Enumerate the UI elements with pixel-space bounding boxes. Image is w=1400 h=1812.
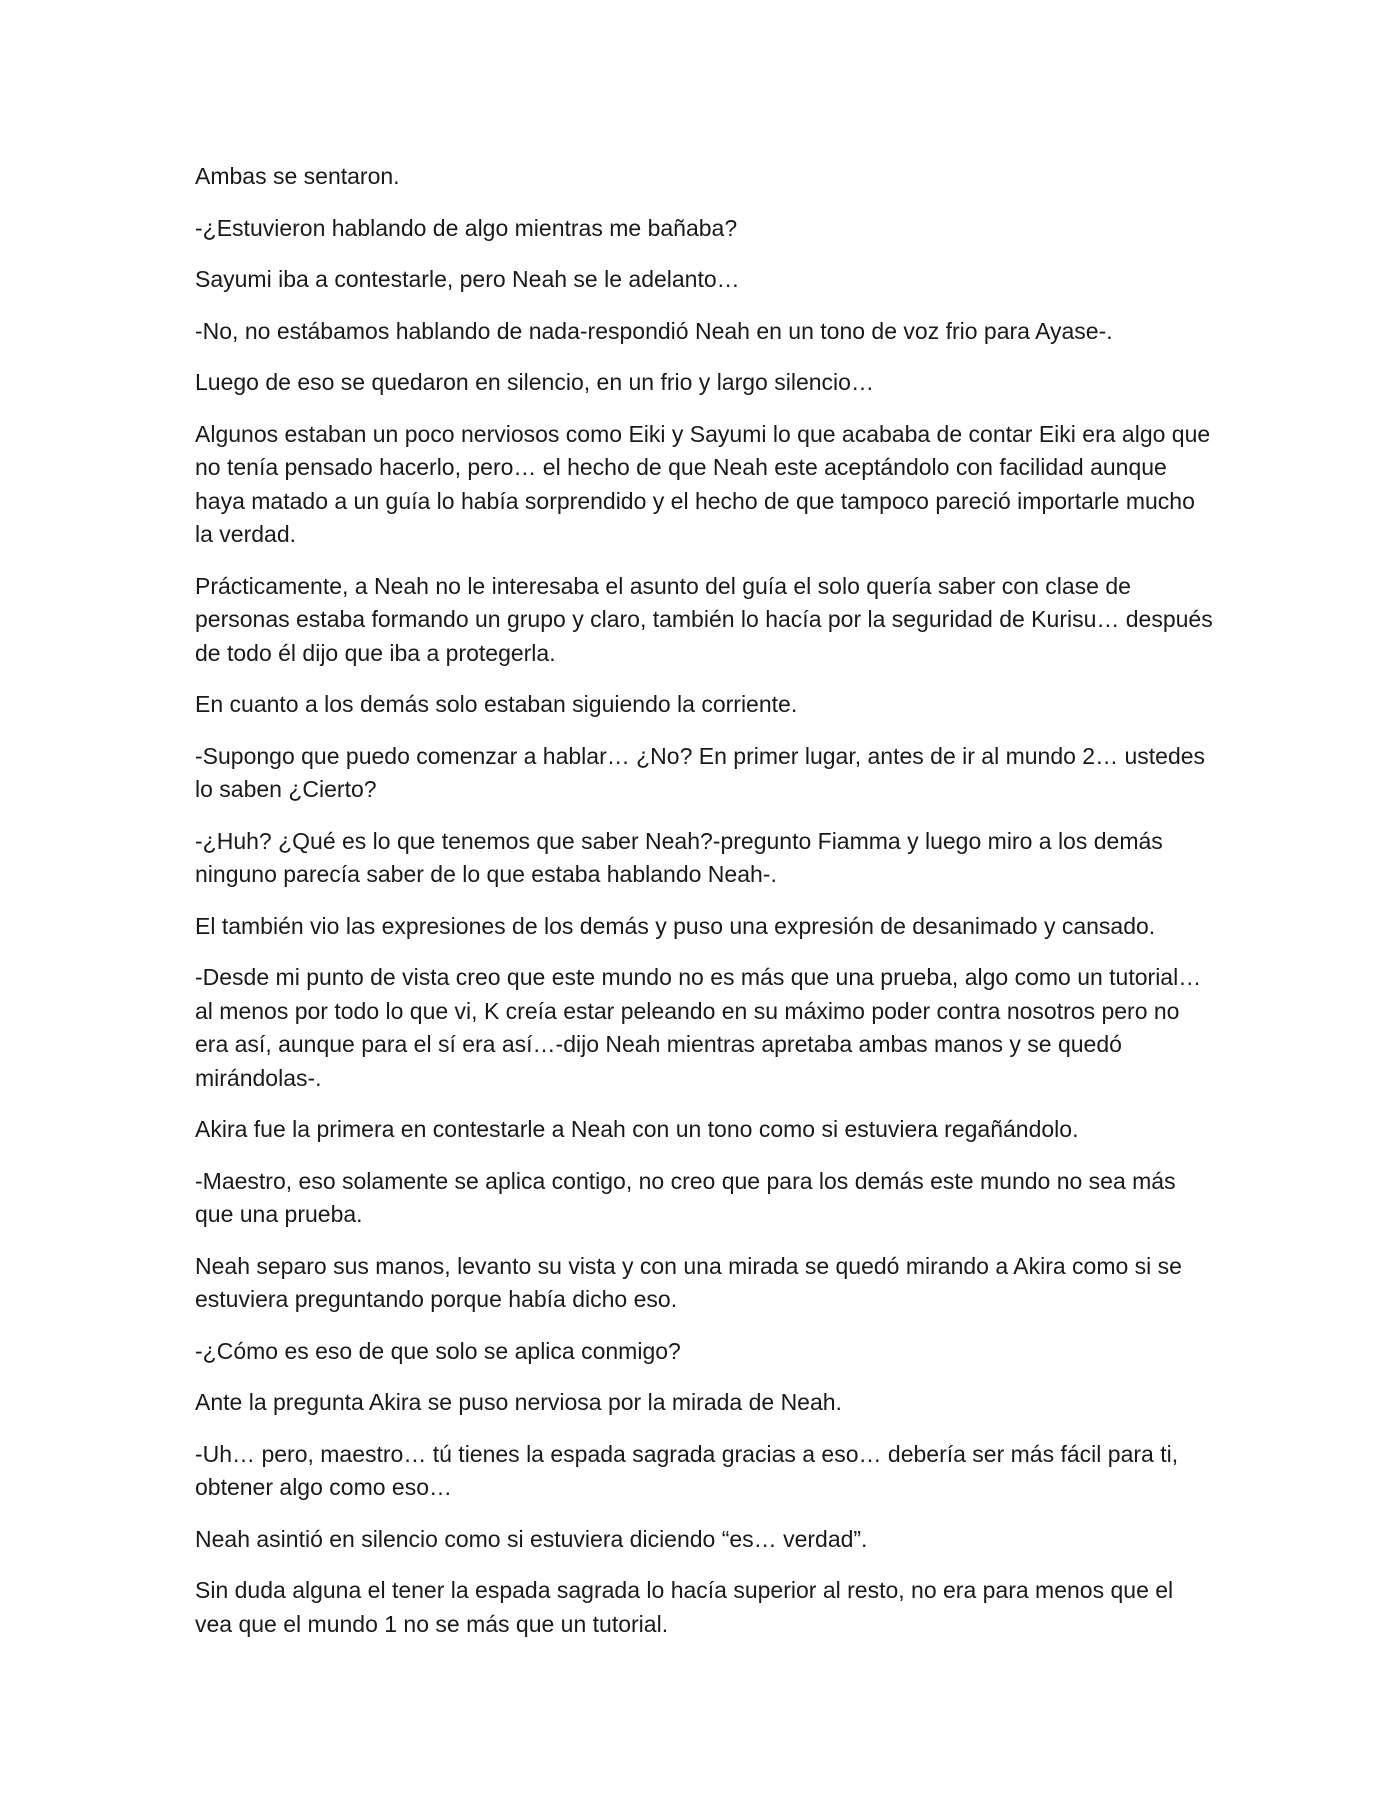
document-body bbox=[195, 160, 1215, 1659]
paragraph: Akira fue la primera en contestarle a Neah con un tono como si estuviera regañándolo. bbox=[195, 1116, 1079, 1142]
paragraph: Prácticamente, a Neah no le interesaba el asunto del guía el solo quería saber con clase de personas estaba formando un grupo y claro, también lo hacía por la seguridad de Kurisu… después de todo él dijo que iba a protegerla. bbox=[195, 572, 1213, 666]
paragraph: -¿Estuvieron hablando de algo mientras me bañaba? bbox=[195, 214, 738, 241]
paragraph: Neah separo sus manos, levanto su vista y con una mirada se quedó mirando a Akira como si se estuviera preguntando porque había dicho eso. bbox=[195, 1252, 1182, 1312]
paragraph: -Maestro, eso solamente se aplica contigo, no creo que para los demás este mundo no sea más que una prueba. bbox=[195, 1167, 1176, 1227]
paragraph: Algunos estaban un poco nerviosos como Eiki y Sayumi lo que acababa de contar Eiki era algo que no tenía pensado hacerlo, pero… el hecho de que Neah este aceptándolo con facilidad aunque haya matado a un guía lo había sorprendido y el hecho de que tampoco pareció importarle mucho la verdad. bbox=[195, 420, 1211, 547]
paragraph: -Uh… pero, maestro… tú tienes la espada sagrada gracias a eso… debería ser más fácil para ti, obtener algo como eso… bbox=[195, 1440, 1179, 1500]
paragraph: Sin duda alguna el tener la espada sagrada lo hacía superior al resto, no era para menos que el vea que el mundo 1 no se más que un tutorial. bbox=[195, 1577, 1174, 1637]
paragraph: -Desde mi punto de vista creo que este mundo no es más que una prueba, algo como un tutorial… al menos por todo lo que vi, K creía estar peleando en su máximo poder contra nosotros pero no era así, aunque para el sí era así…-dijo Neah mientras apretaba ambas manos y se quedó mirándolas-. bbox=[195, 964, 1202, 1091]
paragraph: -Supongo que puedo comenzar a hablar… ¿No? En primer lugar, antes de ir al mundo 2… ustedes lo saben ¿Cierto? bbox=[195, 742, 1206, 802]
paragraph: Sayumi iba a contestarle, pero Neah se le adelanto… bbox=[195, 266, 740, 292]
paragraph: El también vio las expresiones de los demás y puso una expresión de desanimado y cansado. bbox=[195, 912, 1156, 939]
paragraph: Ante la pregunta Akira se puso nerviosa por la mirada de Neah. bbox=[195, 1389, 842, 1415]
paragraph: Luego de eso se quedaron en silencio, en un frio y largo silencio… bbox=[195, 369, 874, 395]
paragraph: -¿Huh? ¿Qué es lo que tenemos que saber Neah?-pregunto Fiamma y luego miro a los demás ninguno parecía saber de lo que estaba hablando Neah-. bbox=[195, 827, 1163, 887]
paragraph: -No, no estábamos hablando de nada-respondió Neah en un tono de voz frio para Ayase-. bbox=[195, 317, 1113, 344]
paragraph: En cuanto a los demás solo estaban siguiendo la corriente. bbox=[195, 691, 798, 717]
paragraph: -¿Cómo es eso de que solo se aplica conmigo? bbox=[195, 1337, 681, 1364]
paragraph: Ambas se sentaron. bbox=[195, 163, 400, 189]
paragraph: Neah asintió en silencio como si estuviera diciendo “es… verdad”. bbox=[195, 1525, 868, 1552]
